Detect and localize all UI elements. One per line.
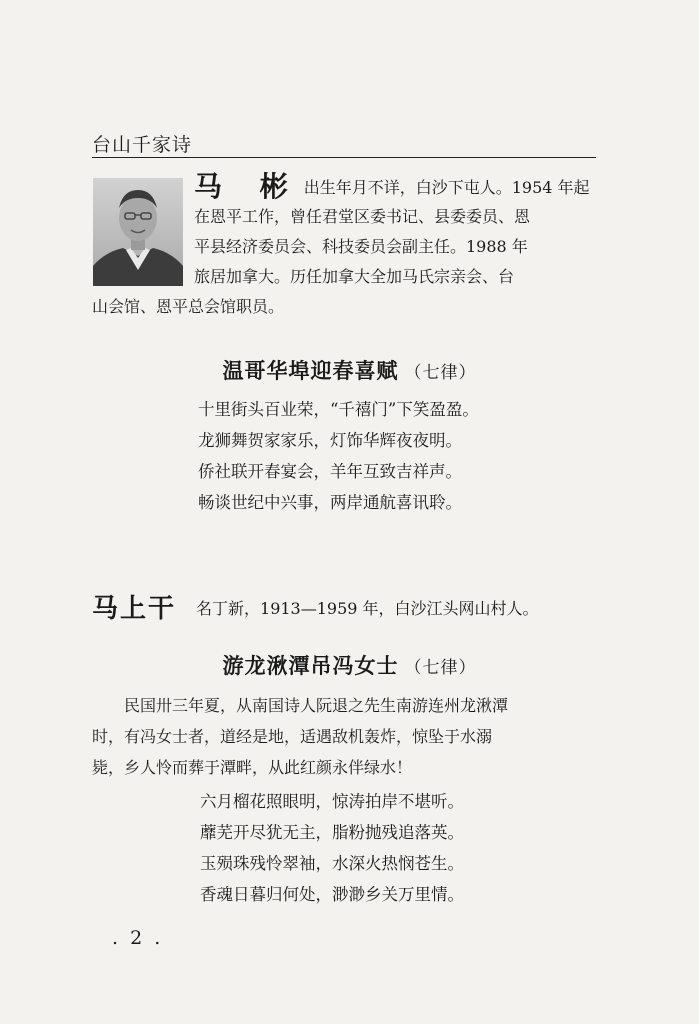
- author-biography-1: [92, 172, 602, 322]
- bio-text: 名丁新，1913—1959 年，白沙江头网山村人。: [196, 599, 539, 618]
- page-number: . 2 .: [112, 927, 164, 949]
- poem-verses-1: [198, 394, 479, 518]
- poem-preface: [92, 690, 604, 783]
- verse-line: 龙狮舞贺家家乐，灯饰华辉夜夜明。: [198, 431, 462, 450]
- verse-line: 六月榴花照眼明，惊涛拍岸不堪听。: [200, 792, 464, 811]
- poem-title-1: [0, 355, 699, 385]
- verse-line: 玉殒珠残怜翠袖，水深火热悯苍生。: [200, 854, 464, 873]
- author-biography-2: [92, 588, 539, 625]
- poem-form: （七律）: [404, 363, 477, 383]
- bio-line: 在恩平工作，曾任君堂区委书记、县委委员、恩: [194, 207, 531, 226]
- poem-verses-2: [200, 786, 464, 910]
- verse-line: 蘼芜开尽犹无主，脂粉抛残追落英。: [200, 823, 464, 842]
- running-title: 台山千家诗: [92, 134, 193, 156]
- verse-line: 侨社联开春宴会，羊年互致吉祥声。: [198, 462, 462, 481]
- preface-line: 毙，乡人怜而葬于潭畔，从此红颜永伴绿水！: [92, 758, 413, 777]
- author-name-2: 马上干: [92, 594, 177, 624]
- poem-title-2: [0, 650, 699, 680]
- bio-line: 出生年月不详，白沙下屯人。1954 年起: [303, 178, 590, 197]
- poem-title-text: 温哥华埠迎春喜赋: [222, 359, 399, 383]
- bio-line: 平县经济委员会、科技委员会副主任。1988 年: [194, 237, 528, 256]
- bio-line: 旅居加拿大。历任加拿大全加马氏宗亲会、台: [194, 267, 515, 286]
- author-name-1: 马 彬: [194, 170, 302, 203]
- bio-line: 山会馆、恩平总会馆职员。: [92, 297, 285, 316]
- poem-title-text: 游龙湫潭吊冯女士: [222, 654, 399, 678]
- preface-line: 时，有冯女士者，道经是地，适遇敌机轰炸，惊坠于水溺: [92, 727, 493, 746]
- preface-line: 民国卅三年夏，从南国诗人阮退之先生南游连州龙湫潭: [92, 696, 509, 715]
- header-rule: [92, 157, 596, 158]
- verse-line: 十里街头百业荣，“千禧门”下笑盈盈。: [198, 400, 479, 419]
- verse-line: 畅谈世纪中兴事，两岸通航喜讯聆。: [198, 493, 462, 512]
- verse-line: 香魂日暮归何处，渺渺乡关万里情。: [200, 885, 464, 904]
- poem-form: （七律）: [404, 658, 477, 678]
